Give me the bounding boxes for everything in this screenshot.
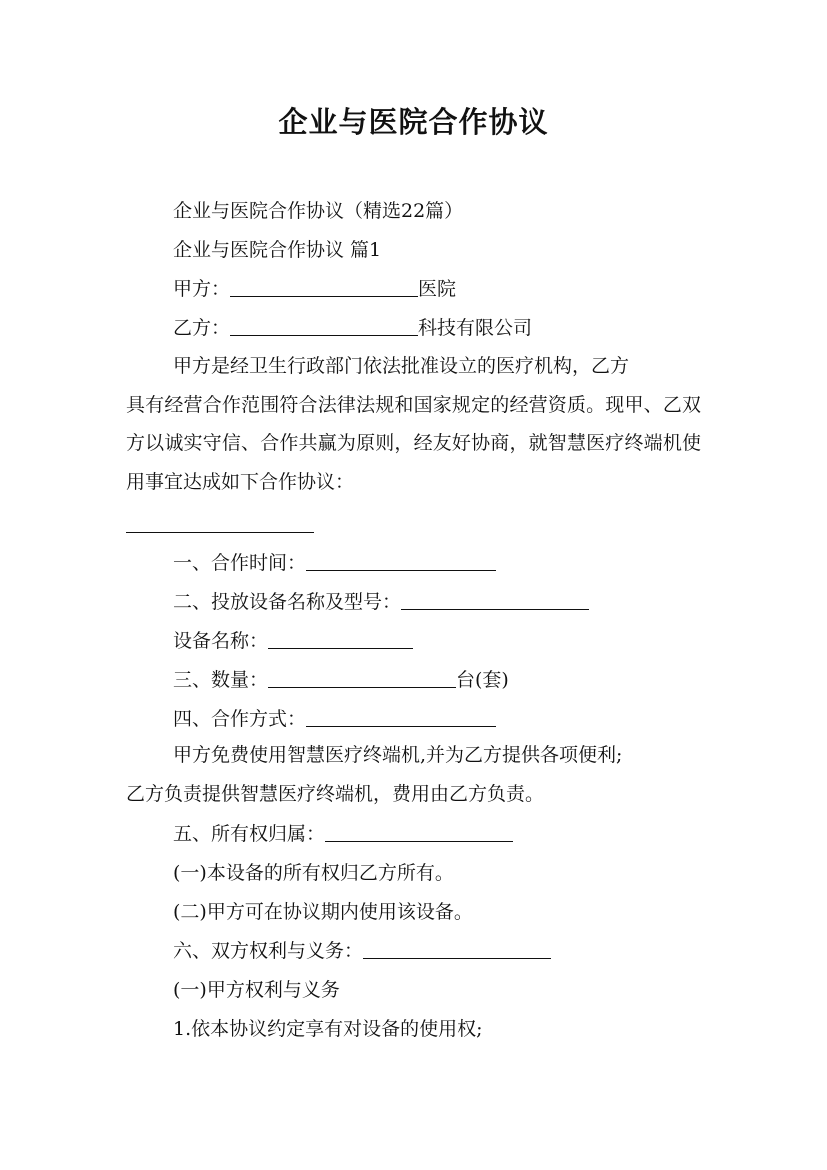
section-1-label: 一、合作时间：	[173, 552, 307, 574]
section-4-body-rest: 乙方负责提供智慧医疗终端机，费用由乙方负责。	[126, 782, 545, 805]
party-a-blank	[230, 278, 418, 297]
section-4-blank	[306, 708, 496, 727]
section-4	[173, 706, 496, 732]
section-5-item-1: (一)本设备的所有权归乙方所有。	[173, 862, 454, 884]
section-1-blank	[306, 552, 496, 571]
section-6-sub-1: (一)甲方权利与义务	[173, 979, 340, 1001]
part-heading: 企业与医院合作协议 篇1	[173, 239, 382, 261]
section-4-label: 四、合作方式：	[173, 708, 307, 730]
subtitle-line: 企业与医院合作协议（精选22篇）	[173, 200, 464, 222]
section-6-label: 六、双方权利与义务：	[173, 940, 364, 962]
device-name-label: 设备名称：	[173, 630, 269, 652]
device-name-line	[173, 628, 413, 654]
section-3-unit: 台(套)	[456, 669, 509, 691]
party-b-suffix: 科技有限公司	[418, 317, 533, 339]
party-b-label: 乙方：	[173, 317, 231, 339]
section-6-sub-1-item-1: 1.依本协议约定享有对设备的使用权;	[173, 1018, 483, 1040]
section-6-blank	[363, 940, 551, 959]
party-a-suffix: 医院	[418, 278, 457, 300]
intro-blank	[126, 514, 314, 533]
section-3-label: 三、数量：	[173, 669, 269, 691]
intro-first-line: 甲方是经卫生行政部门依法批准设立的医疗机构，乙方	[173, 355, 630, 377]
section-5-blank	[325, 823, 513, 842]
section-4-body	[126, 736, 701, 813]
party-a-line	[173, 276, 456, 302]
section-2-blank	[401, 591, 589, 610]
party-b-line	[173, 315, 532, 341]
section-1	[173, 550, 496, 576]
section-5	[173, 821, 513, 847]
intro-rest: 具有经营合作范围符合法律法规和国家规定的经营资质。现甲、乙双方以诚实守信、合作共赢为原则，经友好协商，就智慧医疗终端机使用事宜达成如下合作协议：	[126, 393, 701, 493]
party-a-label: 甲方：	[173, 278, 231, 300]
device-name-blank	[268, 630, 413, 649]
section-6	[173, 938, 551, 964]
section-3-blank	[268, 669, 456, 688]
section-4-body-first: 甲方免费使用智慧医疗终端机,并为乙方提供各项便利;	[173, 744, 623, 766]
section-2-label: 二、投放设备名称及型号：	[173, 591, 402, 613]
section-5-item-2: (二)甲方可在协议期内使用该设备。	[173, 901, 473, 923]
section-2	[173, 589, 589, 615]
intro-paragraph	[126, 347, 701, 501]
section-5-label: 五、所有权归属：	[173, 823, 326, 845]
party-b-blank	[230, 317, 418, 336]
page-title: 企业与医院合作协议	[278, 105, 549, 139]
section-3	[173, 667, 509, 693]
